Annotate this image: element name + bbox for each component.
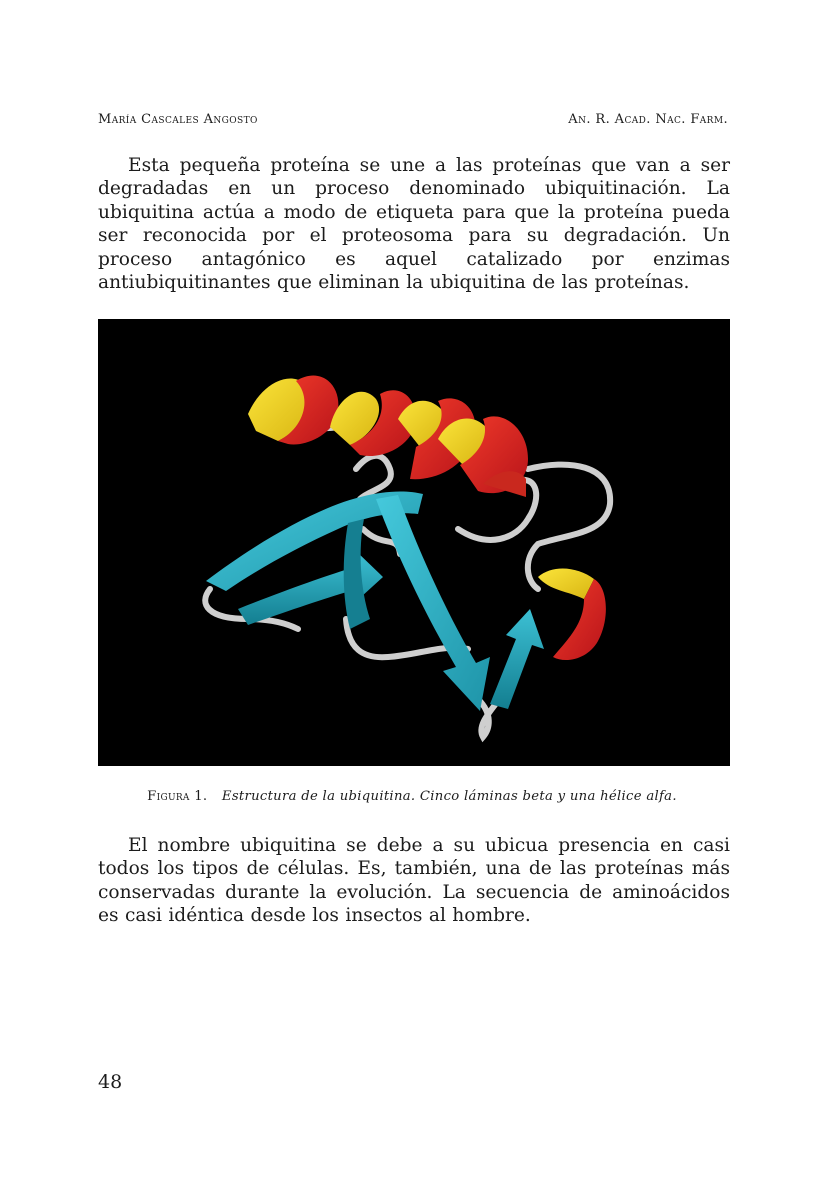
alpha-helix [248,375,606,660]
figure-caption-text: Estructura de la ubiquitina. Cinco láminas beta y una hélice alfa. [221,789,677,804]
ubiquitin-ribbon-illustration [98,319,730,766]
ubiquitin-structure-figure [98,319,730,766]
running-head [98,112,728,127]
beta-sheets [206,491,544,711]
body-paragraph-2: El nombre ubiquitina se debe a su ubicua presencia en casi todos los tipos de células. Es, también, una de las proteínas más conservadas durante la evolución. La secuencia de aminoácidos es casi idéntica desde los insectos al hombre. [98,835,730,927]
running-head-author: María Cascales Angosto [98,112,258,127]
figure-label: Figura 1. [147,789,208,804]
figure-caption [0,789,824,804]
page-number: 48 [98,1071,123,1093]
running-head-journal: An. R. Acad. Nac. Farm. [568,112,728,127]
body-paragraph-1: Esta pequeña proteína se une a las proteínas que van a ser degradadas en un proceso denominado ubiquitinación. La ubiquitina actúa a modo de etiqueta para que la proteína pueda ser reconocida por el proteosoma para su degradación. Un proceso antagónico es aquel catalizado por enzimas antiubiquitinantes que eliminan la ubiquitina de las proteínas. [98,155,730,294]
